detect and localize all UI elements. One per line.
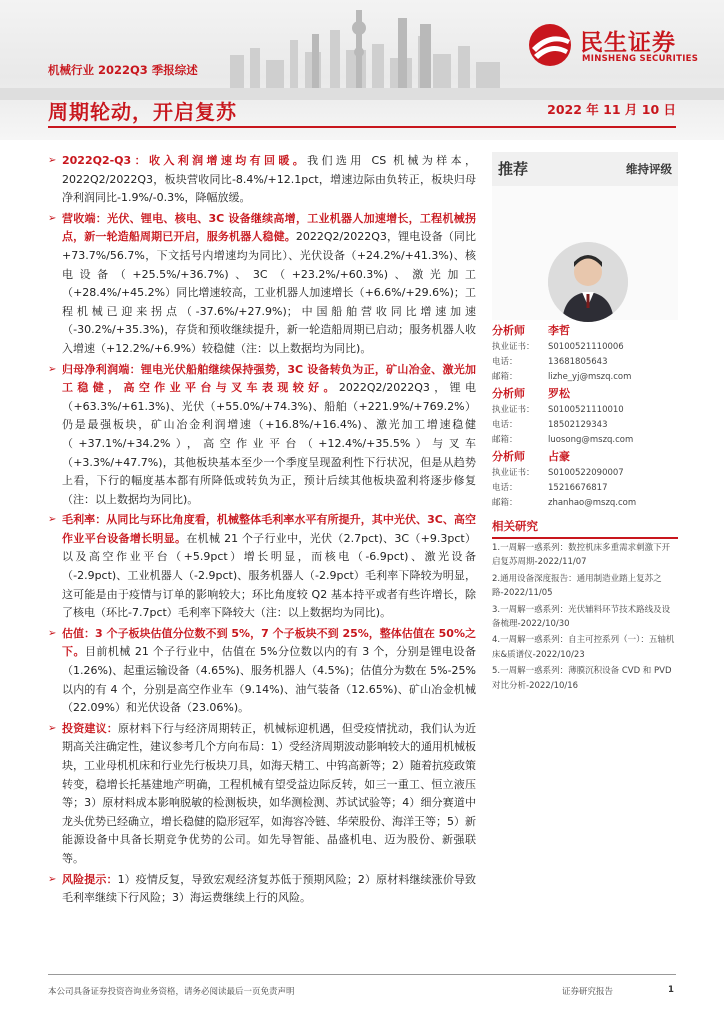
bullet-arrow-icon: ➢ bbox=[48, 363, 57, 375]
summary-paragraph bbox=[48, 625, 476, 718]
related-research-link[interactable]: 1.一周解一惑系列：数控机床多重需求刺激下开启复苏周期-2022/11/07 bbox=[492, 543, 671, 568]
minsheng-logo-mark-icon bbox=[524, 22, 576, 68]
paragraph-heading: 估值：3 个子板块估值分位数不到 5%，7 个子板块不到 25%，整体估值在 50%之下。 bbox=[62, 626, 476, 659]
bullet-arrow-icon: ➢ bbox=[48, 627, 57, 639]
bullet-arrow-icon: ➢ bbox=[48, 722, 57, 734]
phone-label: 电话： bbox=[492, 357, 518, 367]
related-research-link[interactable]: 5.一周解一惑系列：薄膜沉积设备 CVD 和 PVD 对比分析-2022/10/16 bbox=[492, 666, 672, 691]
paragraph-heading: 毛利率：从同比与环比角度看，机械整体毛利率水平有所提升，其中光伏、3C、高空作业平台设备增长明显。 bbox=[62, 513, 476, 545]
bullet-arrow-icon: ➢ bbox=[48, 155, 57, 166]
related-research bbox=[492, 518, 678, 693]
summary-paragraph bbox=[48, 210, 476, 359]
summary-paragraph bbox=[48, 152, 476, 208]
analyst-role: 分析师 bbox=[492, 450, 525, 463]
rating-box bbox=[492, 152, 678, 186]
brand-name-en: MINSHENG SECURITIES bbox=[582, 54, 699, 64]
summary-paragraph bbox=[48, 361, 476, 510]
paragraph-heading: 投资建议： bbox=[62, 721, 118, 735]
footer-label: 证券研究报告 bbox=[562, 987, 614, 997]
cert-number: S0100522090007 bbox=[548, 468, 624, 478]
email-label: 邮箱： bbox=[492, 435, 518, 445]
phone-number: 15216676817 bbox=[548, 483, 608, 493]
analyst-photo-area bbox=[492, 186, 678, 320]
summary-paragraph bbox=[48, 511, 476, 623]
email-address: luosong@mszq.com bbox=[548, 435, 634, 445]
main-content bbox=[48, 152, 476, 910]
email-label: 邮箱： bbox=[492, 498, 518, 508]
report-date: 2022 年 11 月 10 日 bbox=[547, 102, 676, 117]
report-title: 周期轮动，开启复苏 bbox=[48, 100, 237, 124]
paragraph-heading: 归母净利润端：锂电光伏船舶继续保持强势，3C 设备转负为正，矿山冶金、激光加工稳健，高空作业平台与叉车表现较好。 bbox=[62, 362, 476, 395]
cert-label: 执业证书： bbox=[492, 342, 535, 352]
bullet-arrow-icon: ➢ bbox=[48, 873, 57, 885]
cert-label: 执业证书： bbox=[492, 468, 535, 478]
phone-number: 18502129343 bbox=[548, 420, 608, 430]
summary-paragraph bbox=[48, 871, 476, 908]
cert-number: S0100521110006 bbox=[548, 342, 624, 352]
analyst-name: 李哲 bbox=[548, 324, 570, 337]
brand-logo bbox=[524, 22, 704, 70]
rating-main: 推荐 bbox=[498, 160, 529, 178]
paragraph-body: 我们选用 CS 机械为样本，2022Q2/2022Q3，板块营收同比-8.4%/+12.1pct，增速边际由负转正，板块归母净利润同比-1.9%/-0.3%，降幅放缓。 bbox=[62, 154, 477, 205]
analyst-block bbox=[492, 448, 678, 511]
bullet-arrow-icon: ➢ bbox=[48, 514, 57, 526]
brand-name-cn: 民生证券 bbox=[580, 30, 676, 56]
paragraph-body: 在机械 21 个子行业中，光伏（2.7pct)、3C（+9.3pct）以及高空作业平台（+5.9pct）增长明显，而核电（-6.9pct)、激光设备（-2.9pct)、工业机器人（-2.9pct)、服务机器人（-2.9pct）毛利率下降较为明显，这可能是由于疫情与订单的影响较大；环比角度较 Q2 基本持平或者有些许增长，除了核电（环比-7.7pct）毛利率下降较大（注：以上数据均为同比)。 bbox=[62, 531, 476, 620]
paragraph-heading: 营收端：光伏、锂电、核电、3C 设备继续高增，工业机器人加速增长，工程机械拐点，新一轮造船周期已开启，服务机器人稳健。 bbox=[62, 211, 476, 244]
phone-label: 电话： bbox=[492, 483, 518, 493]
related-research-link[interactable]: 2.通用设备深度报告：通用制造业踏上复苏之路-2022/11/05 bbox=[492, 573, 662, 599]
email-address: lizhe_yj@mszq.com bbox=[548, 372, 632, 382]
paragraph-body: 2022Q2/2022Q3，锂电（+63.3%/+61.3%)、光伏（+55.0%/+74.3%)、船舶（+221.9%/+769.2%）仍是最强板块，矿山冶金利润增速（+16.8%/+16.4%)、激光加工增速稳健（+37.1%/+34.2%），高空作业平台（+12.4%/+35.5%）与叉车（+3.3%/+47.7%)，其他板块基本至少一个季度呈现盈利性下行状况，但是从趋势上看，下行的幅度基本都有所降低或转负为正，预计后续其他板块盈利将逐步修复（注：以上数据均为同比)。 bbox=[62, 381, 476, 506]
phone-number: 13681805643 bbox=[548, 357, 608, 367]
header-divider bbox=[48, 126, 676, 128]
person-avatar-icon bbox=[548, 242, 628, 322]
summary-paragraph bbox=[48, 720, 476, 869]
paragraph-body: 目前机械 21 个子行业中，估值在 5%分位数以内的有 3 个，分别是锂电设备（1.26%)、起重运输设备（4.65%)、服务机器人（4.5%)；估值分为数在 5%-25%以内的有 4 个，分别是高空作业车（9.14%)、油气装备（12.65%)、矿山冶金机械（22.09%）和光伏设备（23.06%)。 bbox=[62, 645, 476, 715]
analyst-list bbox=[492, 322, 678, 511]
paragraph-body: 原材料下行与经济周期转正，机械标迎机遇，但受疫情扰动，我们认为近期高关注确定性，建议参考几个方向布局：1）受经济周期波动影响较大的通用机械板块，工业母机机床和行业先行板块刀具，如海天精工、中钨高新等；2）随着抗疫政策转变，稳增长托基建地产明确，工程机械有望受益边际反转，如三一重工、恒立液压等；3）原材料成本影响脱敏的检测板块，如华测检测、苏试试验等；4）细分赛道中龙头优势已经确立，增长稳健的隐形冠军，如海容冷链、华荣股份、海洋王等；5）新能源设备中具备长期竞争优势的公司。如先导智能、晶盛机电、迈为股份、新强联等。 bbox=[62, 721, 477, 865]
cert-label: 执业证书： bbox=[492, 405, 535, 415]
footer-divider bbox=[48, 974, 676, 975]
footer-disclaimer: 本公司具备证券投资咨询业务资格，请务必阅读最后一页免责声明 bbox=[48, 987, 295, 997]
phone-label: 电话： bbox=[492, 420, 518, 430]
email-label: 邮箱： bbox=[492, 372, 518, 382]
paragraph-body: 1）疫情反复，导致宏观经济复苏低于预期风险；2）原材料继续涨价导致毛利率继续下行风险；3）海运费继续上行的风险。 bbox=[62, 872, 477, 905]
related-research-title: 相关研究 bbox=[492, 518, 678, 539]
email-address: zhanhao@mszq.com bbox=[548, 498, 637, 508]
related-research-link[interactable]: 3.一周解一惑系列：光伏辅料环节技术路线及设备梳理-2022/10/30 bbox=[492, 604, 671, 630]
paragraph-heading: 风险提示： bbox=[62, 872, 118, 886]
analyst-role: 分析师 bbox=[492, 324, 525, 337]
paragraph-heading: 2022Q2-Q3：收入利润增速均有回暖。 bbox=[62, 154, 308, 167]
report-header bbox=[0, 0, 724, 140]
analyst-block bbox=[492, 385, 678, 448]
sector-label: 机械行业 2022Q3 季报综述 bbox=[48, 63, 198, 77]
analyst-name: 占豪 bbox=[548, 450, 570, 463]
analyst-name: 罗松 bbox=[548, 387, 570, 400]
rating-sub: 维持评级 bbox=[626, 162, 672, 176]
bullet-arrow-icon: ➢ bbox=[48, 212, 57, 224]
paragraph-body: 2022Q2/2022Q3，锂电设备（同比+73.7%/56.7%，下文括号内增速均为同比）、光伏设备（+24.2%/+41.3%)、核电设备（+25.5%/+36.7%)、3C（+23.2%/+60.3%)、激光加工（+28.4%/+45.2%）同比增速较高，工业机器人加速增长（+6.6%/+29.6%)；工程机械已迎来拐点（-37.6%/+27.9%)；中国船舶营收同比增速加速（-30.2%/+35.3%)，存货和预收继续提升，新一轮造船周期已启动；服务机器人收入增速（+12.2%/+6.9%）较稳健（注：以上数据均为同比)。 bbox=[62, 230, 476, 355]
analyst-block bbox=[492, 322, 678, 385]
analyst-photo bbox=[548, 242, 628, 322]
related-research-link[interactable]: 4.一周解一惑系列：自主可控系列（一）：五轴机床&质谱仪-2022/10/23 bbox=[492, 635, 675, 660]
cert-number: S0100521110010 bbox=[548, 405, 624, 415]
analyst-role: 分析师 bbox=[492, 387, 525, 400]
page-number: 1 bbox=[668, 985, 674, 995]
